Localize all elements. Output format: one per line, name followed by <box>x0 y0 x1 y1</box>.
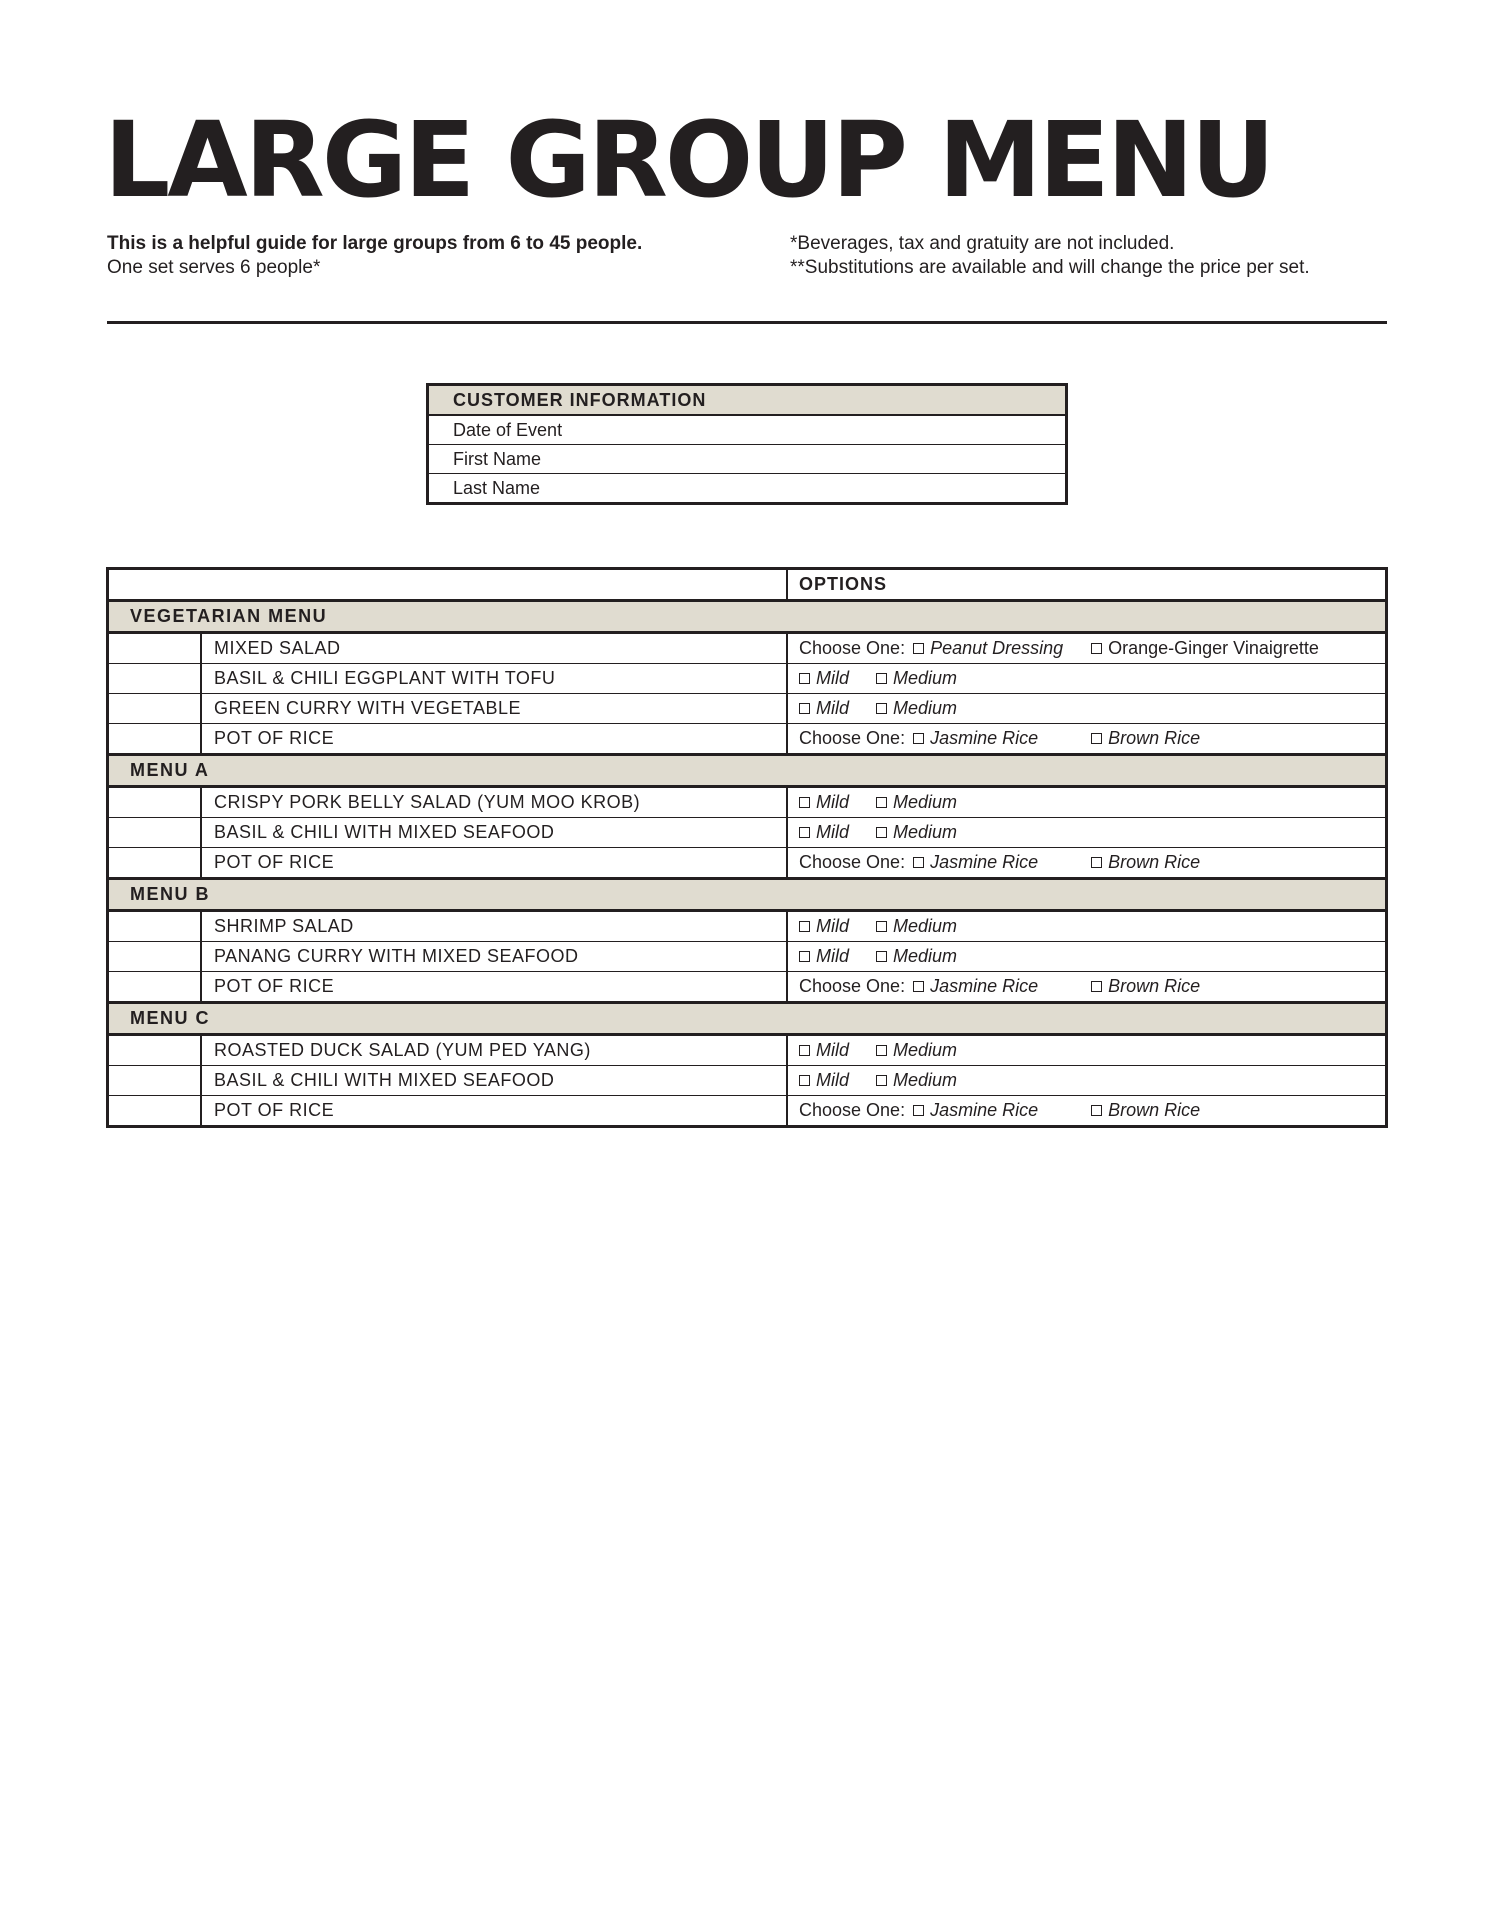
option-choice[interactable] <box>913 728 1091 749</box>
choose-one-label: Choose One: <box>799 638 906 658</box>
dish-name: ROASTED DUCK SALAD (YUM PED YANG) <box>201 1035 787 1066</box>
dish-name: GREEN CURRY WITH VEGETABLE <box>201 694 787 724</box>
menu-item-row <box>108 942 1387 972</box>
option-label: Medium <box>893 1070 958 1090</box>
menu-section-row <box>108 601 1387 633</box>
option-choice[interactable] <box>913 976 1091 997</box>
dish-name: POT OF RICE <box>201 848 787 879</box>
option-label: Mild <box>816 916 850 936</box>
option-label: Medium <box>893 916 958 936</box>
checkbox-icon[interactable] <box>799 1075 810 1086</box>
checkbox-icon[interactable] <box>876 673 887 684</box>
menu-header-row <box>108 569 1387 601</box>
options-cell <box>787 787 1387 818</box>
checkbox-icon[interactable] <box>876 951 887 962</box>
options-cell <box>787 942 1387 972</box>
checkbox-icon[interactable] <box>876 1075 887 1086</box>
choose-one-label: Choose One: <box>799 728 906 748</box>
option-label: Mild <box>816 1040 850 1060</box>
checkbox-icon[interactable] <box>913 981 924 992</box>
options-cell <box>787 1066 1387 1096</box>
checkbox-icon[interactable] <box>799 797 810 808</box>
dish-name: BASIL & CHILI EGGPLANT WITH TOFU <box>201 664 787 694</box>
menu-section-row <box>108 879 1387 911</box>
option-choice[interactable] <box>799 946 876 967</box>
last-name-field[interactable]: Last Name <box>453 477 541 498</box>
option-choice[interactable] <box>1091 638 1319 658</box>
dish-name: POT OF RICE <box>201 972 787 1003</box>
option-choice[interactable] <box>799 698 876 719</box>
checkbox-icon[interactable] <box>876 797 887 808</box>
intro-guide-text: This is a helpful guide for large groups from 6 to 45 people. <box>107 233 643 254</box>
options-cell <box>787 818 1387 848</box>
checkbox-icon[interactable] <box>799 951 810 962</box>
option-label: Jasmine Rice <box>930 976 1039 996</box>
checkbox-icon[interactable] <box>876 827 887 838</box>
option-choice[interactable] <box>913 638 1091 659</box>
options-cell <box>787 911 1387 942</box>
note-substitutions: **Substitutions are available and will change the price per set. <box>790 257 1310 278</box>
intro-left <box>107 232 642 280</box>
checkbox-icon[interactable] <box>799 1045 810 1056</box>
quantity-cell[interactable] <box>108 818 202 848</box>
option-choice[interactable] <box>913 1100 1091 1121</box>
option-choice[interactable] <box>799 1070 876 1091</box>
option-choice[interactable] <box>799 1040 876 1061</box>
option-label: Mild <box>816 822 850 842</box>
checkbox-icon[interactable] <box>913 1105 924 1116</box>
dish-name: POT OF RICE <box>201 724 787 755</box>
menu-table <box>106 567 1388 1128</box>
customer-info-heading: CUSTOMER INFORMATION <box>428 385 1067 416</box>
quantity-cell[interactable] <box>108 724 202 755</box>
menu-item-row <box>108 911 1387 942</box>
menu-header-blank <box>108 569 202 601</box>
checkbox-icon[interactable] <box>876 703 887 714</box>
checkbox-icon[interactable] <box>876 1045 887 1056</box>
dish-name: BASIL & CHILI WITH MIXED SEAFOOD <box>201 1066 787 1096</box>
customer-field-row[interactable] <box>428 474 1067 504</box>
menu-section-row <box>108 755 1387 787</box>
option-label: Medium <box>893 668 958 688</box>
dish-name: CRISPY PORK BELLY SALAD (YUM MOO KROB) <box>201 787 787 818</box>
menu-item-row <box>108 787 1387 818</box>
quantity-cell[interactable] <box>108 1096 202 1127</box>
option-choice[interactable] <box>876 916 957 936</box>
intro-notes <box>790 232 1310 280</box>
customer-field-row[interactable] <box>428 415 1067 445</box>
option-choice[interactable] <box>799 792 876 813</box>
option-choice[interactable] <box>876 792 957 812</box>
menu-item-row <box>108 1066 1387 1096</box>
option-label: Brown Rice <box>1108 852 1201 872</box>
options-cell <box>787 633 1387 664</box>
option-choice[interactable] <box>876 1040 957 1060</box>
menu-item-row <box>108 633 1387 664</box>
checkbox-icon[interactable] <box>799 827 810 838</box>
quantity-cell[interactable] <box>108 911 202 942</box>
option-choice[interactable] <box>876 822 957 842</box>
quantity-cell[interactable] <box>108 1066 202 1096</box>
menu-header-dish <box>201 569 787 601</box>
dish-name: MIXED SALAD <box>201 633 787 664</box>
checkbox-icon[interactable] <box>1091 857 1102 868</box>
first-name-field[interactable]: First Name <box>428 445 1067 474</box>
menu-item-row <box>108 724 1387 755</box>
option-label: Medium <box>893 698 958 718</box>
option-choice[interactable] <box>876 698 957 718</box>
menu-item-row <box>108 1035 1387 1066</box>
checkbox-icon[interactable] <box>799 673 810 684</box>
option-label: Brown Rice <box>1108 728 1201 748</box>
menu-item-row <box>108 694 1387 724</box>
menu-item-row <box>108 972 1387 1003</box>
checkbox-icon[interactable] <box>1091 1105 1102 1116</box>
option-label: Brown Rice <box>1108 976 1201 996</box>
dish-name: PANANG CURRY WITH MIXED SEAFOOD <box>201 942 787 972</box>
choose-one-label: Choose One: <box>799 1100 906 1120</box>
checkbox-icon[interactable] <box>913 857 924 868</box>
option-choice[interactable] <box>876 668 957 688</box>
option-label: Mild <box>816 1070 850 1090</box>
option-choice[interactable] <box>799 916 876 937</box>
checkbox-icon[interactable] <box>876 921 887 932</box>
checkbox-icon[interactable] <box>1091 981 1102 992</box>
option-choice[interactable] <box>799 822 876 843</box>
option-label: Jasmine Rice <box>930 852 1039 872</box>
option-label: Mild <box>816 698 850 718</box>
customer-info-table <box>426 383 1068 505</box>
menu-section-title: VEGETARIAN MENU <box>108 601 1387 633</box>
option-label: Mild <box>816 668 850 688</box>
checkbox-icon[interactable] <box>913 733 924 744</box>
checkbox-icon[interactable] <box>913 643 924 654</box>
options-cell <box>787 724 1387 755</box>
checkbox-icon[interactable] <box>1091 733 1102 744</box>
menu-item-row <box>108 818 1387 848</box>
options-cell <box>787 1035 1387 1066</box>
menu-item-row <box>108 848 1387 879</box>
option-label: Medium <box>893 1040 958 1060</box>
option-choice[interactable] <box>1091 728 1200 748</box>
option-choice[interactable] <box>876 946 957 966</box>
option-label: Mild <box>816 792 850 812</box>
option-label: Jasmine Rice <box>930 1100 1039 1120</box>
dish-name: SHRIMP SALAD <box>201 911 787 942</box>
dish-name: BASIL & CHILI WITH MIXED SEAFOOD <box>201 818 787 848</box>
menu-item-row <box>108 1096 1387 1127</box>
options-cell <box>787 972 1387 1003</box>
option-label: Brown Rice <box>1108 1100 1201 1120</box>
checkbox-icon[interactable] <box>1091 643 1102 654</box>
quantity-cell[interactable] <box>108 972 202 1003</box>
menu-section-row <box>108 1003 1387 1035</box>
option-label: Mild <box>816 946 850 966</box>
option-label: Jasmine Rice <box>930 728 1039 748</box>
option-choice[interactable] <box>1091 976 1200 996</box>
quantity-cell[interactable] <box>108 664 202 694</box>
menu-section-title: MENU A <box>108 755 1387 787</box>
menu-section-title: MENU B <box>108 879 1387 911</box>
quantity-cell[interactable] <box>108 942 202 972</box>
option-label: Peanut Dressing <box>930 638 1064 658</box>
option-label: Medium <box>893 946 958 966</box>
customer-field-row[interactable] <box>428 445 1067 474</box>
intro-serving-text: One set serves 6 people* <box>107 257 321 278</box>
options-cell <box>787 848 1387 879</box>
customer-info-header-row <box>428 385 1067 416</box>
option-choice[interactable] <box>799 668 876 689</box>
header-divider <box>107 321 1387 324</box>
option-choice[interactable] <box>876 1070 957 1090</box>
option-choice[interactable] <box>1091 1100 1200 1120</box>
option-label: Medium <box>893 792 958 812</box>
options-cell <box>787 664 1387 694</box>
option-choice[interactable] <box>1091 852 1200 872</box>
options-cell <box>787 694 1387 724</box>
quantity-cell[interactable] <box>108 694 202 724</box>
checkbox-icon[interactable] <box>799 703 810 714</box>
page-title: LARGE GROUP MENU <box>104 99 1273 221</box>
checkbox-icon[interactable] <box>799 921 810 932</box>
option-label: Medium <box>893 822 958 842</box>
option-choice[interactable] <box>913 852 1091 873</box>
choose-one-label: Choose One: <box>799 852 906 872</box>
quantity-cell[interactable] <box>108 848 202 879</box>
options-heading: OPTIONS <box>787 569 1387 601</box>
quantity-cell[interactable] <box>108 787 202 818</box>
note-beverages: *Beverages, tax and gratuity are not included. <box>790 233 1175 254</box>
quantity-cell[interactable] <box>108 633 202 664</box>
quantity-cell[interactable] <box>108 1035 202 1066</box>
option-label: Orange-Ginger Vinaigrette <box>1108 638 1319 658</box>
date-of-event-field[interactable]: Date of Event <box>428 415 1067 445</box>
choose-one-label: Choose One: <box>799 976 906 996</box>
options-cell <box>787 1096 1387 1127</box>
menu-item-row <box>108 664 1387 694</box>
menu-section-title: MENU C <box>108 1003 1387 1035</box>
dish-name: POT OF RICE <box>201 1096 787 1127</box>
